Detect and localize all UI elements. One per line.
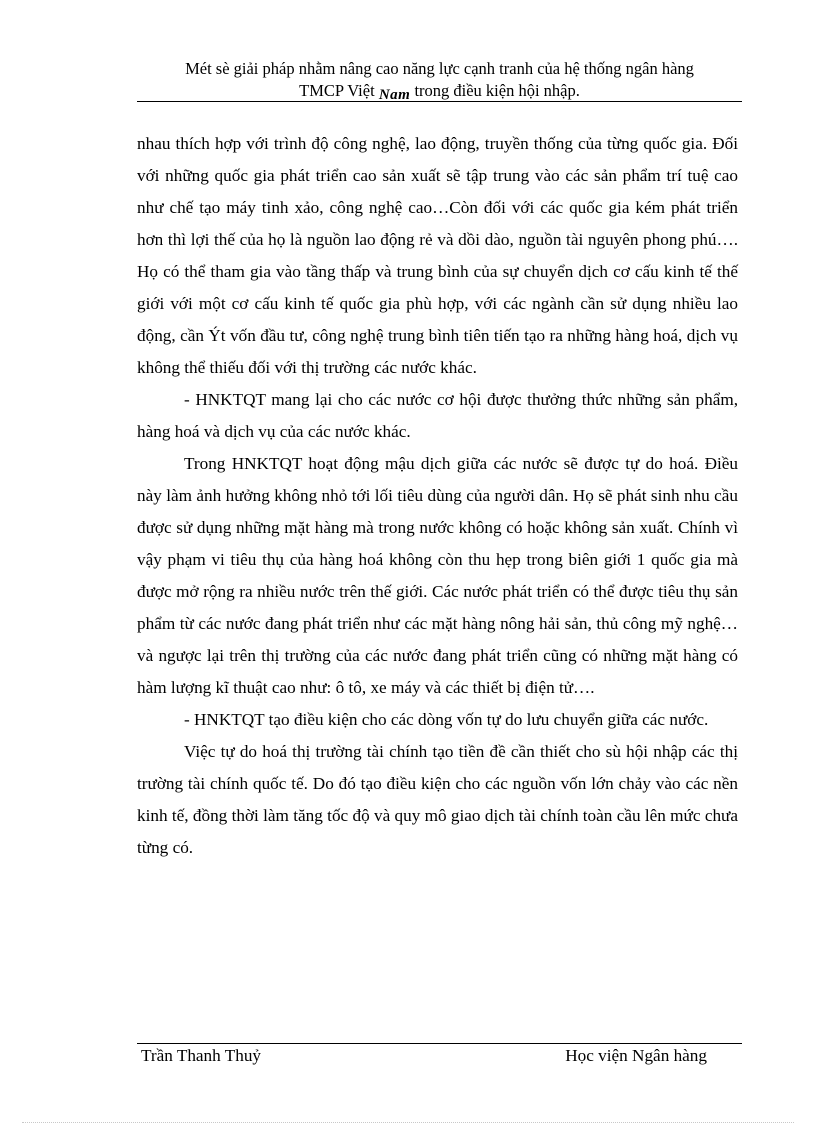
page-header bbox=[137, 58, 742, 106]
paragraph-continuation: nhau thích hợp với trình độ công nghệ, lao động, truyền thống của từng quốc gia. Đối với những quốc gia phát triển cao sản xuất sẽ tập trung vào các sản phẩm trí tuệ cao như chế tạo máy tinh xảo, công nghệ cao…Còn đối với các quốc gia kém phát triển hơn thì lợi thế của họ là nguồn lao động rẻ và dồi dào, nguồn tài nguyên phong phú…. Họ có thể tham gia vào tầng thấp và trung bình của sự chuyển dịch cơ cấu kinh tế thế giới với một cơ cấu kinh tế quốc gia phù hợp, với các ngành cần sử dụng nhiều lao động, cần Ýt vốn đầu tư, công nghệ trung bình tiên tiến tạo ra những hàng hoá, dịch vụ không thể thiếu đối với thị trường các nước khác. bbox=[137, 134, 738, 377]
footer-institution: Học viện Ngân hàng bbox=[565, 1046, 707, 1065]
paragraph-trade-liberalization: Trong HNKTQT hoạt động mậu dịch giữa các nước sẽ được tự do hoá. Điều này làm ảnh hưởng không nhỏ tới lối tiêu dùng của người dân. Họ sẽ phát sinh nhu cầu được sử dụng những mặt hàng mà trong nước không có hoặc không sản xuất. Chính vì vậy phạm vi tiêu thụ của hàng hoá không còn thu hẹp trong biên giới 1 quốc gia mà được mở rộng ra nhiều nước trên thế giới. Các nước phát triển có thể được tiêu thụ sản phẩm từ các nước đang phát triển như các mặt hàng nông hải sản, thủ công mỹ nghệ…và ngược lại trên thị trường của các nước đang phát triển cũng có những mặt hàng có hàm lượng kĩ thuật cao như: ô tô, xe máy và các thiết bị điện tử…. bbox=[137, 454, 738, 697]
document-body bbox=[137, 128, 738, 864]
page-footer bbox=[141, 1044, 707, 1068]
footer-author: Trần Thanh Thuỷ bbox=[141, 1046, 262, 1065]
header-title-line2 bbox=[137, 80, 742, 106]
header-title-line1: Mét sè giải pháp nhằm nâng cao năng lực cạnh tranh của hệ thống ngân hàng bbox=[185, 59, 694, 78]
header-title-prefix: TMCP Việt bbox=[299, 81, 379, 100]
paragraph-financial-markets: Việc tự do hoá thị trường tài chính tạo tiền đề cần thiết cho sù hội nhập các thị trường tài chính quốc tế. Do đó tạo điều kiện cho các nguồn vốn lớn chảy vào các nền kinh tế, đồng thời làm tăng tốc độ và quy mô giao dịch tài chính toàn cầu lên mức chưa từng có. bbox=[137, 742, 738, 857]
paragraph-bullet-capital: - HNKTQT tạo điều kiện cho các dòng vốn tự do lưu chuyển giữa các nước. bbox=[184, 710, 709, 729]
header-title-suffix: trong điều kiện hội nhập. bbox=[410, 81, 580, 100]
paragraph-bullet-products: - HNKTQT mang lại cho các nước cơ hội được thưởng thức những sản phẩm, hàng hoá và dịch vụ của các nước khác. bbox=[137, 390, 738, 441]
header-script-word: Nam bbox=[378, 87, 411, 103]
header-divider bbox=[137, 101, 742, 102]
